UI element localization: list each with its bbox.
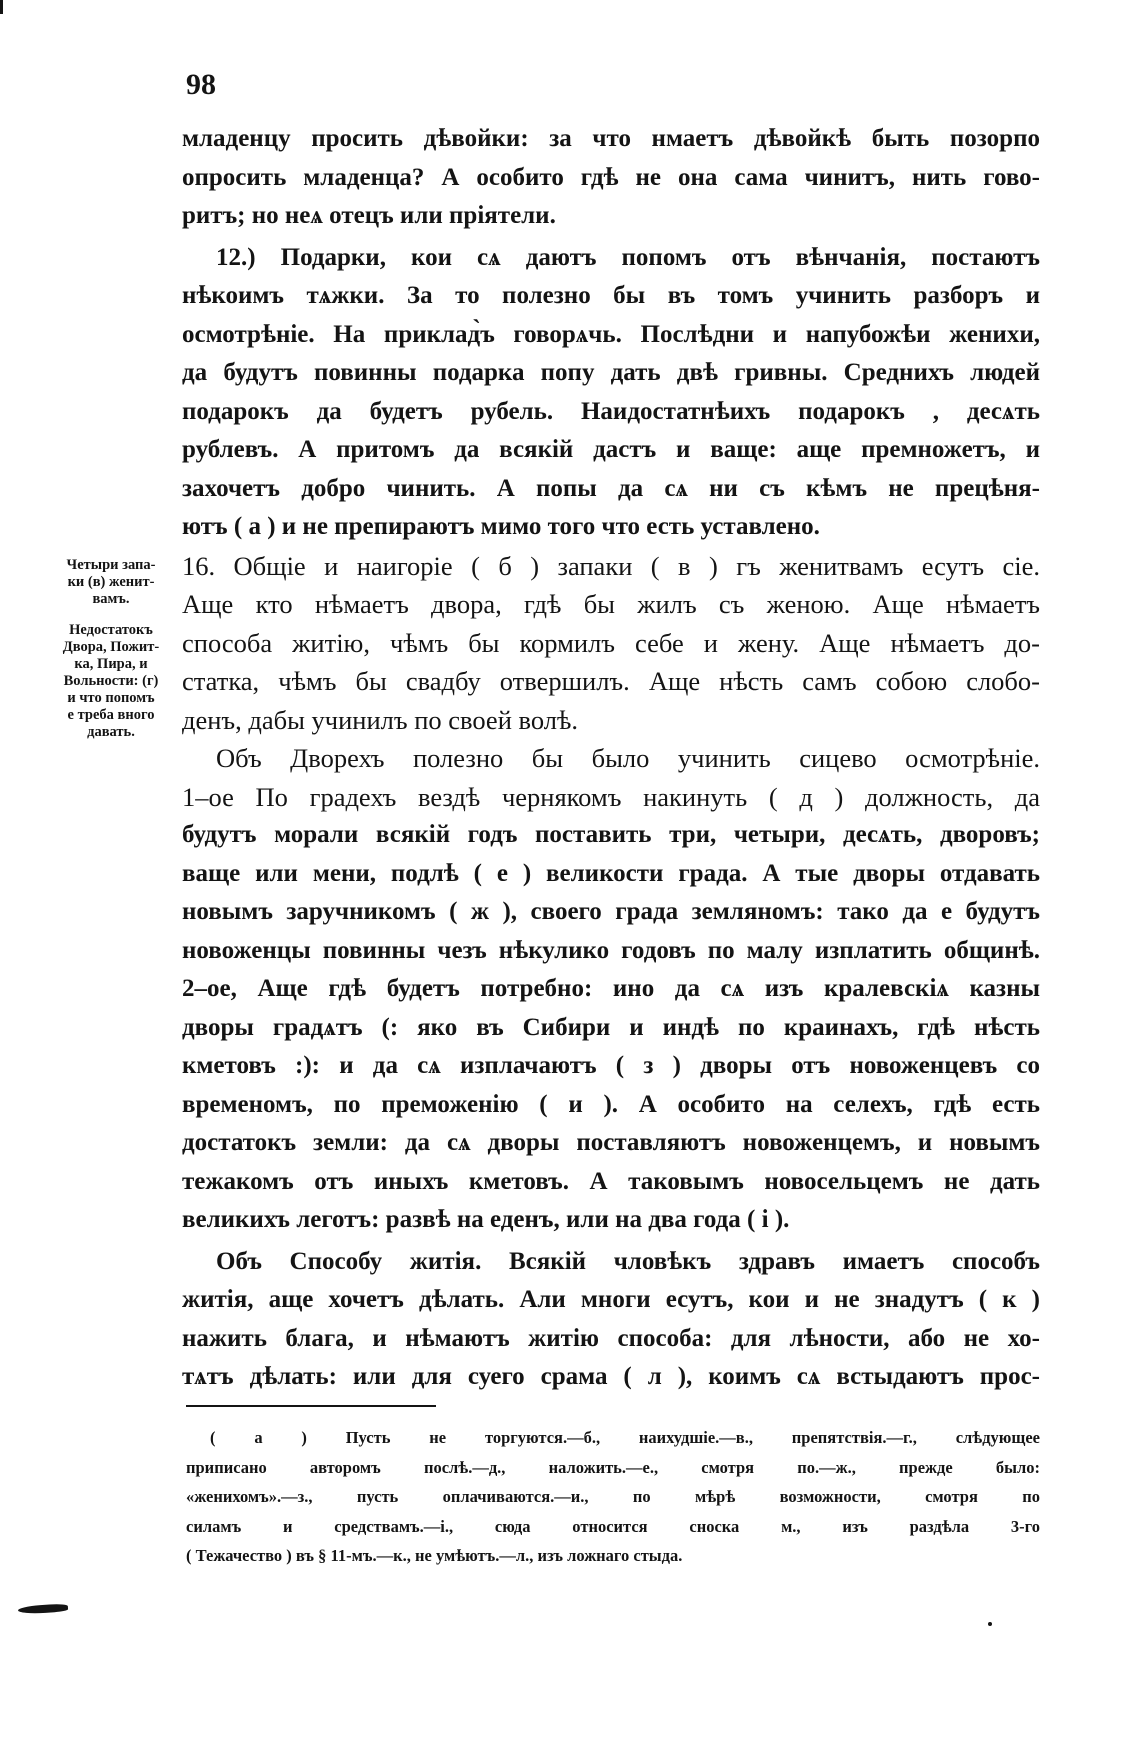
margin-note-line: е треба вного: [67, 707, 155, 723]
footnote-line: приписано авторомъ послѣ.—д., наложить.—е., смотря по.—ж., прежде было:: [186, 1457, 1040, 1477]
text-line: достатокъ земли: да сѧ дворы поставляютъ новоженцемъ, и новымъ: [182, 1129, 1040, 1156]
footnote-line: силамъ и средствамъ.—і., сюда относится сноска м., изъ раздѣла 3-го: [186, 1516, 1040, 1536]
margin-note-line: Четыри запа-: [66, 557, 156, 573]
ink-blot: [18, 1603, 68, 1614]
footnote-line: «женихомъ».—з., пусть оплачиваются.—и., по мѣрѣ возможности, смотря по: [186, 1487, 1040, 1506]
text-line: нѣкоимъ тѧжки. За то полезно бы въ томъ учинить разборъ и: [182, 282, 1040, 309]
text-line: будутъ морали всякій годъ поставить три, четыри, десѧть, дворовъ;: [182, 821, 1040, 848]
text-line: кметовъ :): и да сѧ изплачаютъ ( з ) дворы отъ новоженцевъ со: [182, 1052, 1040, 1079]
margin-note-line: и что попомъ: [67, 690, 155, 706]
text-line: младенцу просить дѣвойки: за что нмаетъ дѣвойкѣ быть позорпо: [182, 125, 1040, 152]
text-line: способа житію, чѣмъ бы кормилъ себе и жену. Аще нѣмаетъ до-: [182, 627, 1040, 658]
margin-note-line: вамъ.: [92, 591, 130, 607]
footnote-line: ( а ) Пусть не торгуются.—б., наихудшіе.—в., препятствія.—г., слѣдующее: [210, 1428, 1040, 1447]
text-line: денъ, дабы учинилъ по своей волѣ.: [182, 704, 578, 735]
paragraph-16-line: 16. Общіе и наигоріе ( б ) запаки ( в ) гъ женитвамъ есутъ сіе.: [182, 550, 1040, 581]
text-line: захочетъ добро чинить. А попы да сѧ ни съ кѣмъ не прецѣня-: [182, 474, 1040, 502]
text-line: временомъ, по преможенію ( и ). А особито на селехъ, гдѣ есть: [182, 1090, 1040, 1118]
text-line: ютъ ( а ) и не препираютъ мимо того что есть уставлено.: [182, 513, 820, 540]
paragraph-12-line: 12.) Подарки, кои сѧ даютъ попомъ отъ вѣнчанія, постаютъ: [216, 243, 1040, 271]
text-line: рублевъ. А притомъ да всякій дастъ и ваще: аще премножетъ, и: [182, 436, 1040, 463]
ink-dot: [988, 1622, 992, 1626]
margin-note-four-obstacles: [36, 557, 186, 608]
footnotes: [186, 1423, 1040, 1571]
text-line: тежакомъ отъ иныхъ кметовъ. А таковымъ новосельцемъ не дать: [182, 1167, 1040, 1195]
text-line: ваще или мени, подлѣ ( е ) великости града. А тые дворы отдавать: [182, 859, 1040, 887]
footnote-line: ( Тежачество ) въ § 11-мъ.—к., не умѣютъ.—л., изъ ложнаго стыда.: [186, 1546, 683, 1565]
text-line: статка, чѣмъ бы свадбу отвершилъ. Аще нѣсть самъ собою слобо-: [182, 666, 1040, 696]
text-line: тѧтъ дѣлать: или для суего срама ( л ), коимъ сѧ встыдаютъ прос-: [182, 1363, 1040, 1390]
section-dvorekh-line: Объ Дворехъ полезно бы было учинить сицево осмотрѣніе.: [216, 743, 1040, 773]
page-number: 98: [186, 68, 216, 101]
margin-note-shortages: [36, 622, 186, 741]
main-text: [182, 120, 1040, 1397]
margin-note-line: Недостатокъ: [69, 622, 153, 638]
section-sposobu-line: Объ Способу житія. Всякій чловѣкъ здравъ имаетъ способъ: [216, 1247, 1040, 1275]
text-line: Аще кто нѣмаетъ двора, гдѣ бы жилъ съ женою. Аще нѣмаетъ: [182, 589, 1040, 619]
text-line: опросить младенца? А особито гдѣ не она сама чинитъ, нить гово-: [182, 163, 1040, 191]
text-line: новымъ заручникомъ ( ж ), своего града земляномъ: тако да е будутъ: [182, 898, 1040, 925]
footnote-divider: [186, 1405, 436, 1407]
text-line: ритъ; но неѧ отецъ или пріятели.: [182, 202, 556, 229]
margin-note-line: ка, Пира, и: [74, 656, 148, 672]
text-line: дворы градѧтъ (: яко въ Сибири и индѣ по краинахъ, гдѣ нѣсть: [182, 1013, 1040, 1041]
margin-note-line: Вольности: (г): [63, 673, 159, 689]
margin-note-line: давать.: [87, 724, 135, 740]
text-line: житія, аще хочетъ дѣлать. Али многи есутъ, кои и не знадутъ ( к ): [182, 1286, 1040, 1313]
text-line: 1–ое По градехъ вездѣ чернякомъ накинуть ( д ) должность, да: [182, 781, 1040, 812]
text-line: нажить блага, и нѣмаютъ житію способа: для лѣности, або не хо-: [182, 1324, 1040, 1352]
text-line: да будутъ повинны подарка попу дать двѣ гривны. Среднихъ людей: [182, 359, 1040, 386]
text-line: 2–ое, Аще гдѣ будетъ потребно: ино да сѧ изъ кралевскіѧ казны: [182, 975, 1040, 1002]
text-line: подарокъ да будетъ рубель. Наидостатнѣихъ подарокъ , десѧть: [182, 397, 1040, 425]
scan-corner-mark: [0, 0, 15, 14]
margin-note-line: Двора, Пожит-: [62, 639, 160, 655]
text-line: новоженцы повинны чезъ нѣкулико годовъ по малу изплатить общинѣ.: [182, 936, 1040, 964]
text-line: осмотрѣніе. На приклад̀ъ говорѧчь. Послѣдни и напубожѣи женихи,: [182, 320, 1040, 348]
margin-note-line: ки (в) женит-: [67, 574, 155, 590]
text-line: великихъ леготъ: развѣ на еденъ, или на два года ( і ).: [182, 1206, 790, 1233]
